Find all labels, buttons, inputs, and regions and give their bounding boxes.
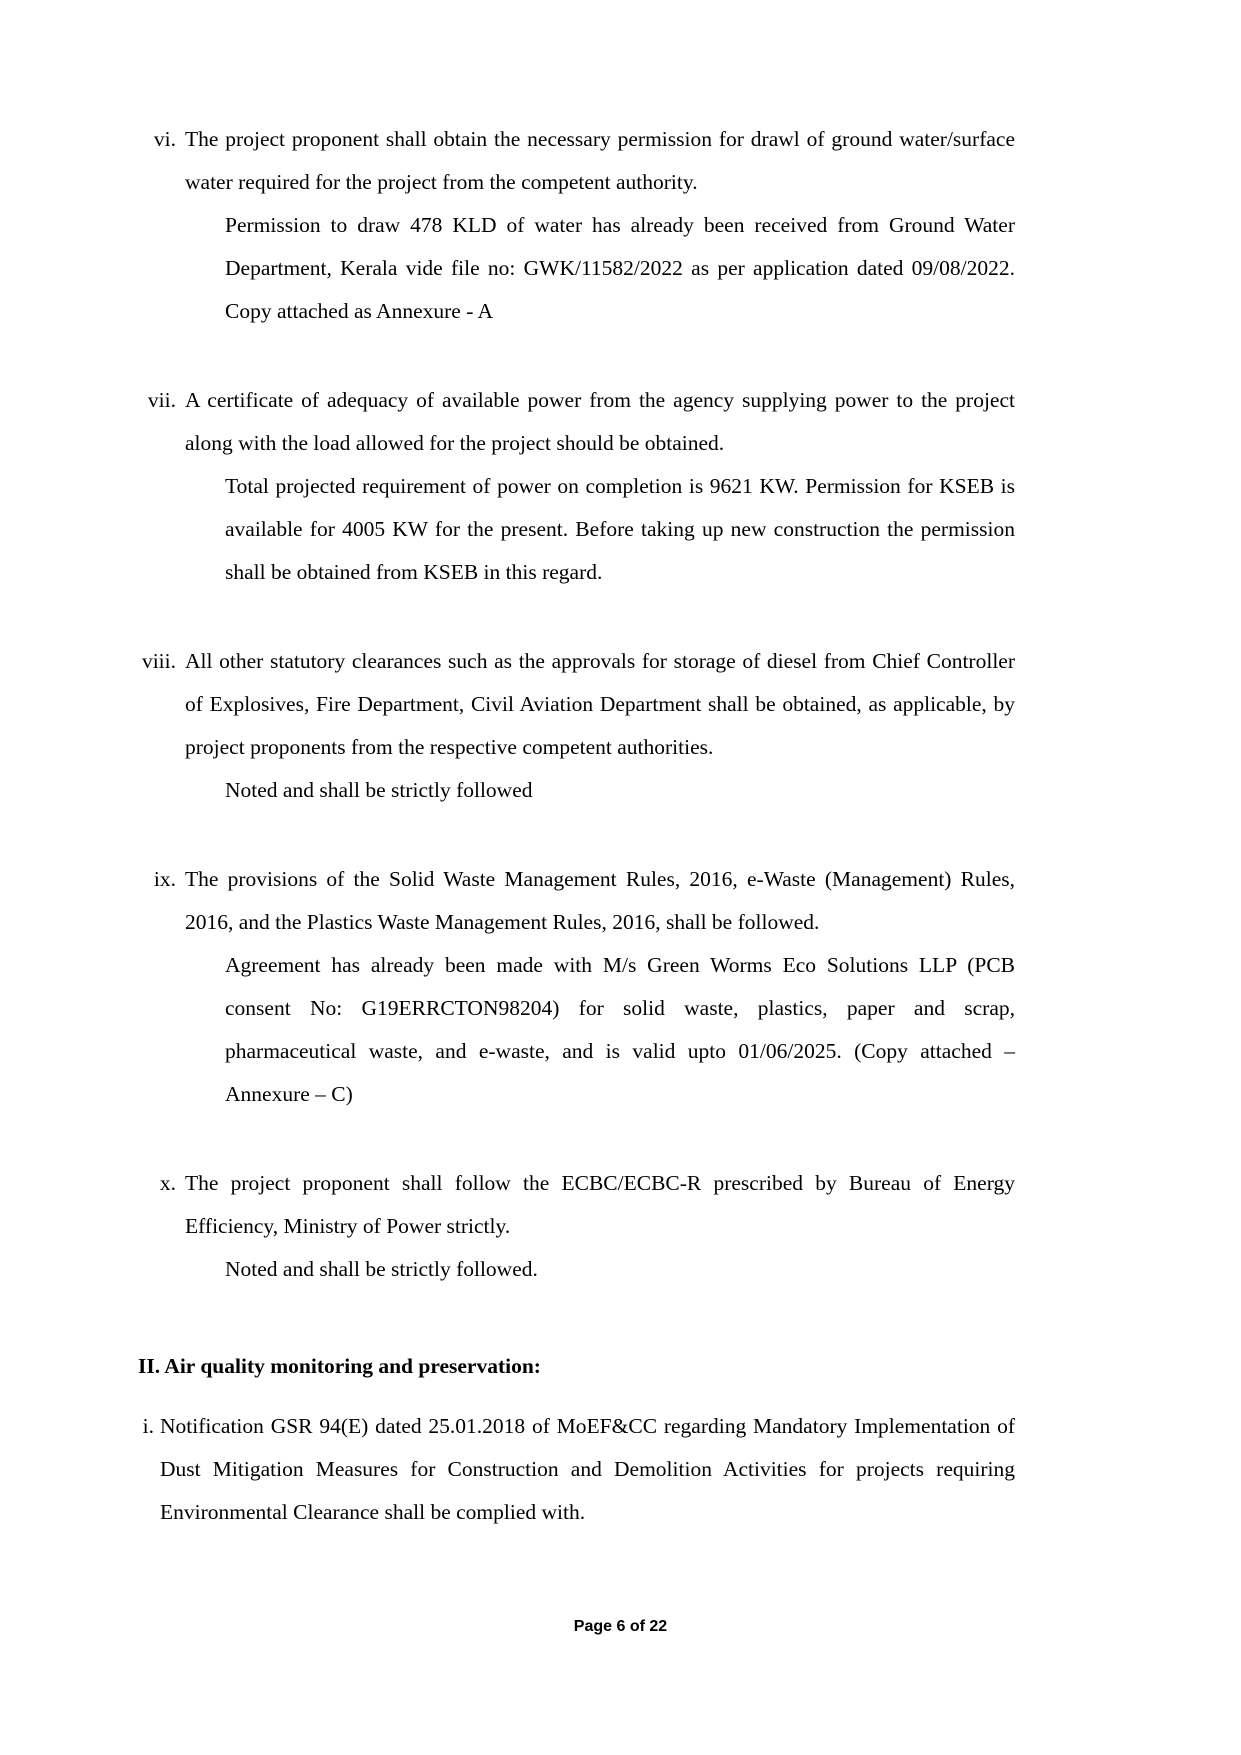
condition-item-viii <box>130 640 1015 812</box>
condition-response-vi: Permission to draw 478 KLD of water has already been received from Ground Water Department, Kerala vide file no: GWK/11582/2022 as per application dated 09/08/2022. Copy attached as Annexure - A <box>225 213 1015 323</box>
footer-total-pages: 22 <box>649 1618 668 1635</box>
condition-text-x: The project proponent shall follow the ECBC/ECBC-R prescribed by Bureau of Energy Efficiency, Ministry of Power strictly. <box>185 1171 1015 1238</box>
spacer <box>130 594 1015 640</box>
list-marker-vii: vii. <box>147 388 176 412</box>
condition-item-vi <box>130 118 1015 333</box>
footer-page-label: Page <box>573 1618 613 1635</box>
condition-body-x <box>185 1162 1015 1291</box>
section-heading-air-quality: II. Air quality monitoring and preservation: <box>138 1354 541 1378</box>
condition-text-vi: The project proponent shall obtain the necessary permission for drawl of ground water/surface water required for the project from the competent authority. <box>185 127 1015 194</box>
condition-text-viii: All other statutory clearances such as the approvals for storage of diesel from Chief Controller of Explosives, Fire Department, Civil Aviation Department shall be obtained, as applicable, by project proponents from the respective competent authorities. <box>185 649 1015 759</box>
list-marker-i: i. <box>142 1414 154 1438</box>
page-footer <box>0 1618 1241 1636</box>
condition-body-vii <box>185 379 1015 594</box>
spacer <box>130 1291 1015 1349</box>
condition-response-vii: Total projected requirement of power on completion is 9621 KW. Permission for KSEB is available for 4005 KW for the present. Before taking up new construction the permission shall be obtained from KSEB in this regard. <box>225 474 1015 584</box>
condition-item-vii <box>130 379 1015 594</box>
list-marker-viii: viii. <box>141 649 176 673</box>
condition-item-x <box>130 1162 1015 1291</box>
condition-body-vi <box>185 118 1015 333</box>
list-marker-x: x. <box>159 1171 176 1195</box>
spacer <box>130 333 1015 379</box>
condition-response-ix: Agreement has already been made with M/s Green Worms Eco Solutions LLP (PCB consent No: G19ERRCTON98204) for solid waste, plastics, paper and scrap, pharmaceutical waste, and e-waste, and is valid upto 01/06/2025. (Copy attached – Annexure – C) <box>225 953 1015 1106</box>
spacer <box>130 1383 1015 1405</box>
condition-body-viii <box>185 640 1015 812</box>
condition-text-ix: The provisions of the Solid Waste Management Rules, 2016, e-Waste (Management) Rules, 2016, and the Plastics Waste Management Rules, 2016, shall be followed. <box>185 867 1015 934</box>
condition-item-ix <box>130 858 1015 1116</box>
section-two-body-i <box>160 1405 1015 1534</box>
page-content <box>130 118 1015 1534</box>
condition-body-ix <box>185 858 1015 1116</box>
condition-response-viii: Noted and shall be strictly followed <box>225 778 533 802</box>
section-two-item-i <box>130 1405 1015 1534</box>
footer-page-number: 6 <box>616 1618 626 1635</box>
section-two-text-i: Notification GSR 94(E) dated 25.01.2018 of MoEF&CC regarding Mandatory Implementation of Dust Mitigation Measures for Construction and Demolition Activities for projects requiring Environmental Clearance shall be complied with. <box>160 1414 1015 1524</box>
list-marker-ix: ix. <box>153 867 176 891</box>
condition-text-vii: A certificate of adequacy of available power from the agency supplying power to the project along with the load allowed for the project should be obtained. <box>185 388 1015 455</box>
footer-of-label: of <box>629 1618 645 1635</box>
spacer <box>130 812 1015 858</box>
list-marker-vi: vi. <box>153 127 176 151</box>
condition-response-x: Noted and shall be strictly followed. <box>225 1257 538 1281</box>
spacer <box>130 1116 1015 1162</box>
